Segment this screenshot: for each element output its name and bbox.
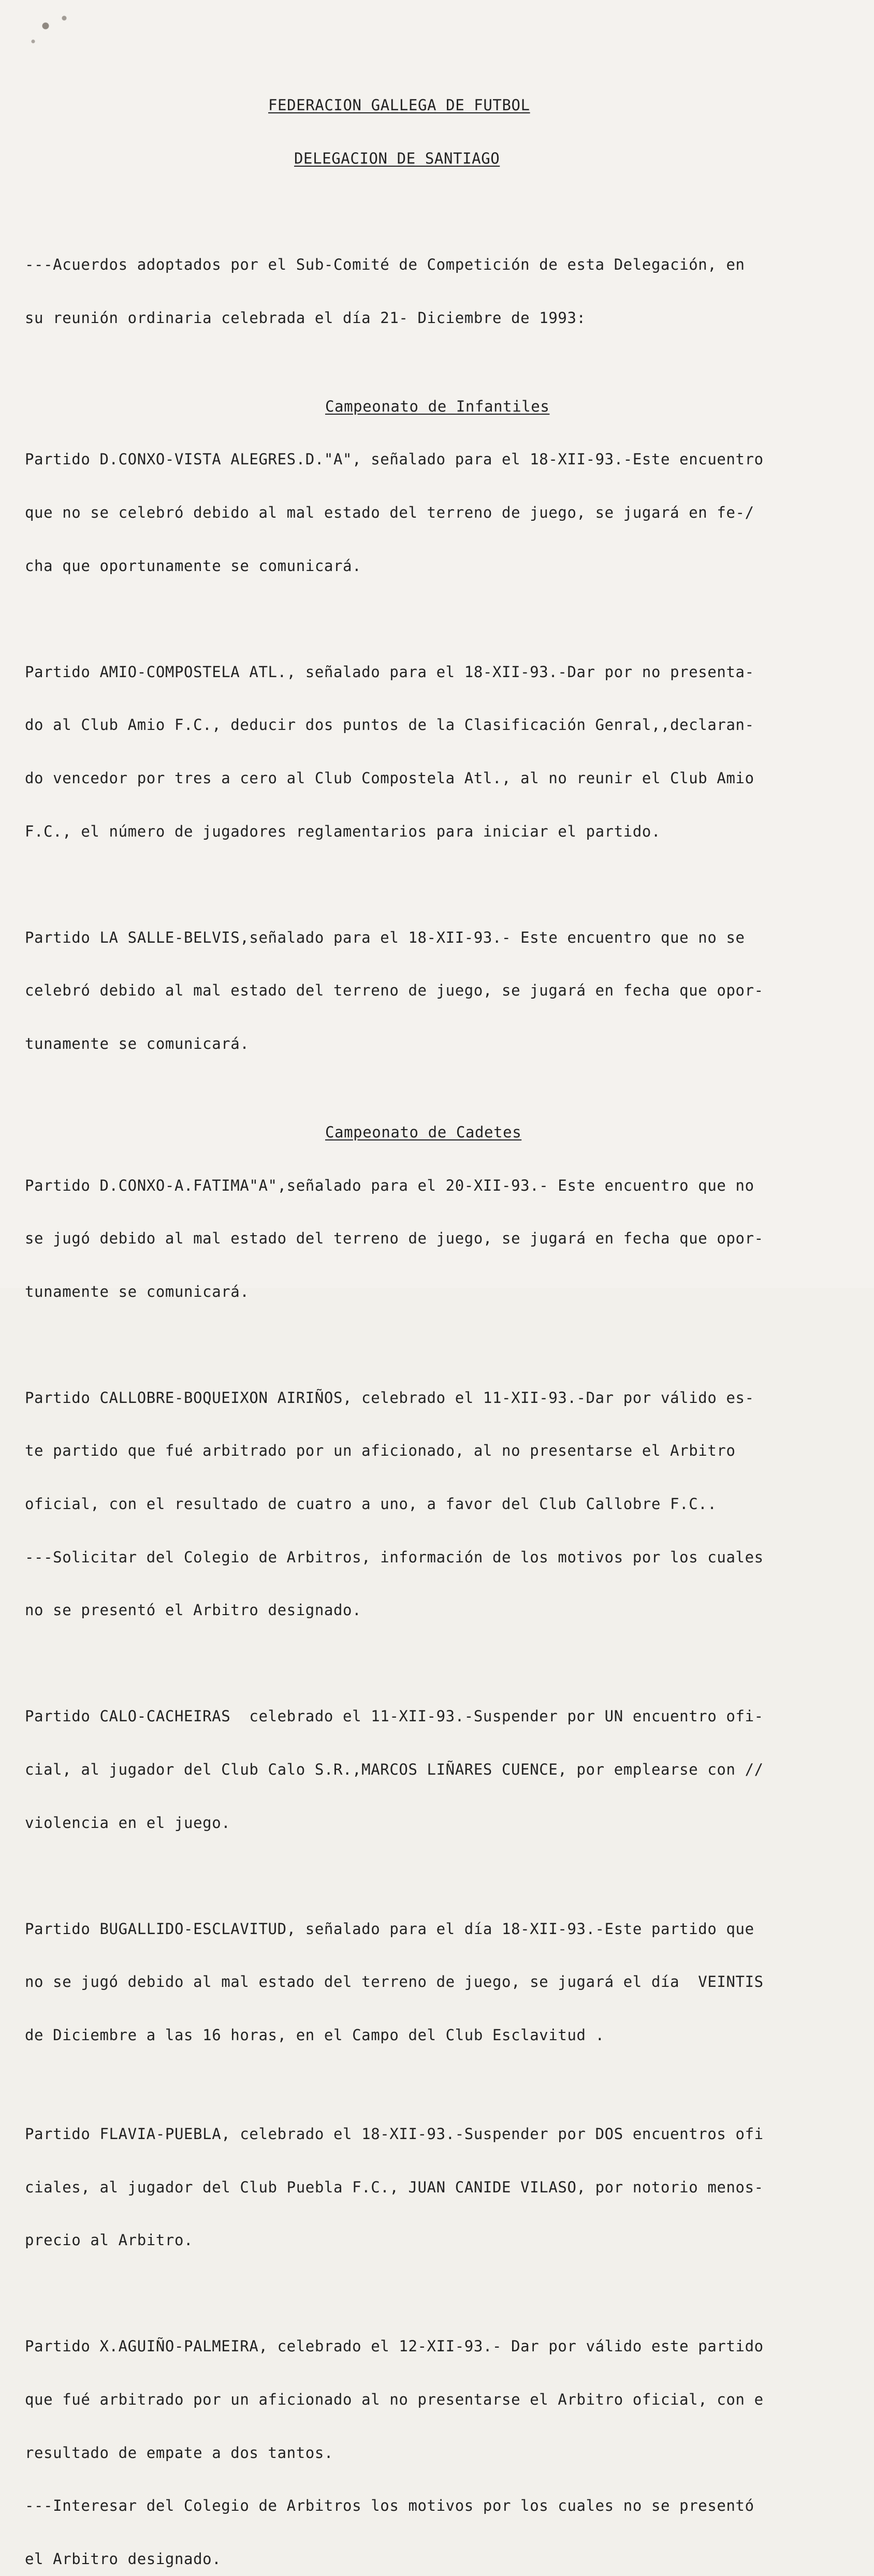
section-heading-cadetes: Campeonato de Cadetes xyxy=(325,1123,522,1141)
paragraph-line: do al Club Amio F.C., deducir dos puntos de la Clasificación Genral,,declaran- xyxy=(25,716,754,734)
intro-line: ---Acuerdos adoptados por el Sub-Comité de Competición de esta Delegación, en xyxy=(25,256,745,274)
ink-smudge xyxy=(21,5,83,57)
paragraph-line: do vencedor por tres a cero al Club Compostela Atl., al no reunir el Club Amio xyxy=(25,769,754,787)
paragraph-line: violencia en el juego. xyxy=(25,1813,231,1832)
paragraph-line: celebró debido al mal estado del terreno de juego, se jugará en fecha que opor- xyxy=(25,982,764,1000)
paragraph-line: ---Interesar del Colegio de Arbitros los motivos por los cuales no se presentó xyxy=(25,2497,754,2515)
paragraph-line: ciales, al jugador del Club Puebla F.C., JUAN CANIDE VILASO, por notorio menos- xyxy=(25,2178,764,2196)
paragraph-line: Partido CALO-CACHEIRAS celebrado el 11-XII-93.-Suspender por UN encuentro ofi- xyxy=(25,1707,764,1725)
paragraph-line: tunamente se comunicará. xyxy=(25,1034,250,1052)
paragraph-line: cial, al jugador del Club Calo S.R.,MARCOS LIÑARES CUENCE, por emplearse con // xyxy=(25,1761,764,1779)
paragraph-line: de Diciembre a las 16 horas, en el Campo del Club Esclavitud . xyxy=(25,2026,605,2044)
intro-line: su reunión ordinaria celebrada el día 21- Diciembre de 1993: xyxy=(25,309,586,327)
paragraph-line: Partido X.AGUIÑO-PALMEIRA, celebrado el 12-XII-93.- Dar por válido este partido xyxy=(25,2337,764,2355)
header-subtitle: DELEGACION DE SANTIAGO xyxy=(294,150,500,167)
paragraph-line: que no se celebró debido al mal estado del terreno de juego, se jugará en fe-/ xyxy=(25,503,754,521)
section-heading-infantiles: Campeonato de Infantiles xyxy=(325,397,550,415)
paragraph-line: ---Solicitar del Colegio de Arbitros, información de los motivos por los cuales xyxy=(25,1548,764,1566)
paragraph-line: te partido que fué arbitrado por un aficionado, al no presentarse el Arbitro xyxy=(25,1442,736,1460)
paragraph-line: no se presentó el Arbitro designado. xyxy=(25,1601,362,1619)
paragraph-line: Partido BUGALLIDO-ESCLAVITUD, señalado para el día 18-XII-93.-Este partido que xyxy=(25,1920,754,1938)
paragraph-line: Partido D.CONXO-A.FATIMA"A",señalado para el 20-XII-93.- Este encuentro que no xyxy=(25,1176,754,1194)
paragraph-line: Partido CALLOBRE-BOQUEIXON AIRIÑOS, celebrado el 11-XII-93.-Dar por válido es- xyxy=(25,1388,754,1407)
paragraph-line: tunamente se comunicará. xyxy=(25,1282,250,1300)
paragraph-line: se jugó debido al mal estado del terreno de juego, se jugará en fecha que opor- xyxy=(25,1230,764,1248)
paragraph-line: Partido AMIO-COMPOSTELA ATL., señalado para el 18-XII-93.-Dar por no presenta- xyxy=(25,663,754,681)
paragraph-line: cha que oportunamente se comunicará. xyxy=(25,557,362,575)
paragraph-line: F.C., el número de jugadores reglamentarios para iniciar el partido. xyxy=(25,822,661,840)
paragraph-line: precio al Arbitro. xyxy=(25,2231,194,2249)
paragraph-line: Partido LA SALLE-BELVIS,señalado para el 18-XII-93.- Este encuentro que no se xyxy=(25,928,745,946)
paragraph-line: oficial, con el resultado de cuatro a uno, a favor del Club Callobre F.C.. xyxy=(25,1495,717,1513)
paragraph-line: el Arbitro designado. xyxy=(25,2550,222,2568)
paragraph-line: no se jugó debido al mal estado del terreno de juego, se jugará el día VEINTIS xyxy=(25,1973,764,1991)
paragraph-line: que fué arbitrado por un aficionado al no presentarse el Arbitro oficial, con e xyxy=(25,2390,764,2408)
paragraph-line: resultado de empate a dos tantos. xyxy=(25,2443,333,2462)
paragraph-line: Partido D.CONXO-VISTA ALEGRES.D."A", señalado para el 18-XII-93.-Este encuentro xyxy=(25,450,764,469)
paragraph-line: Partido FLAVIA-PUEBLA, celebrado el 18-XII-93.-Suspender por DOS encuentros ofi xyxy=(25,2125,764,2143)
header-title: FEDERACION GALLEGA DE FUTBOL xyxy=(268,96,530,114)
document-body xyxy=(25,61,853,2576)
